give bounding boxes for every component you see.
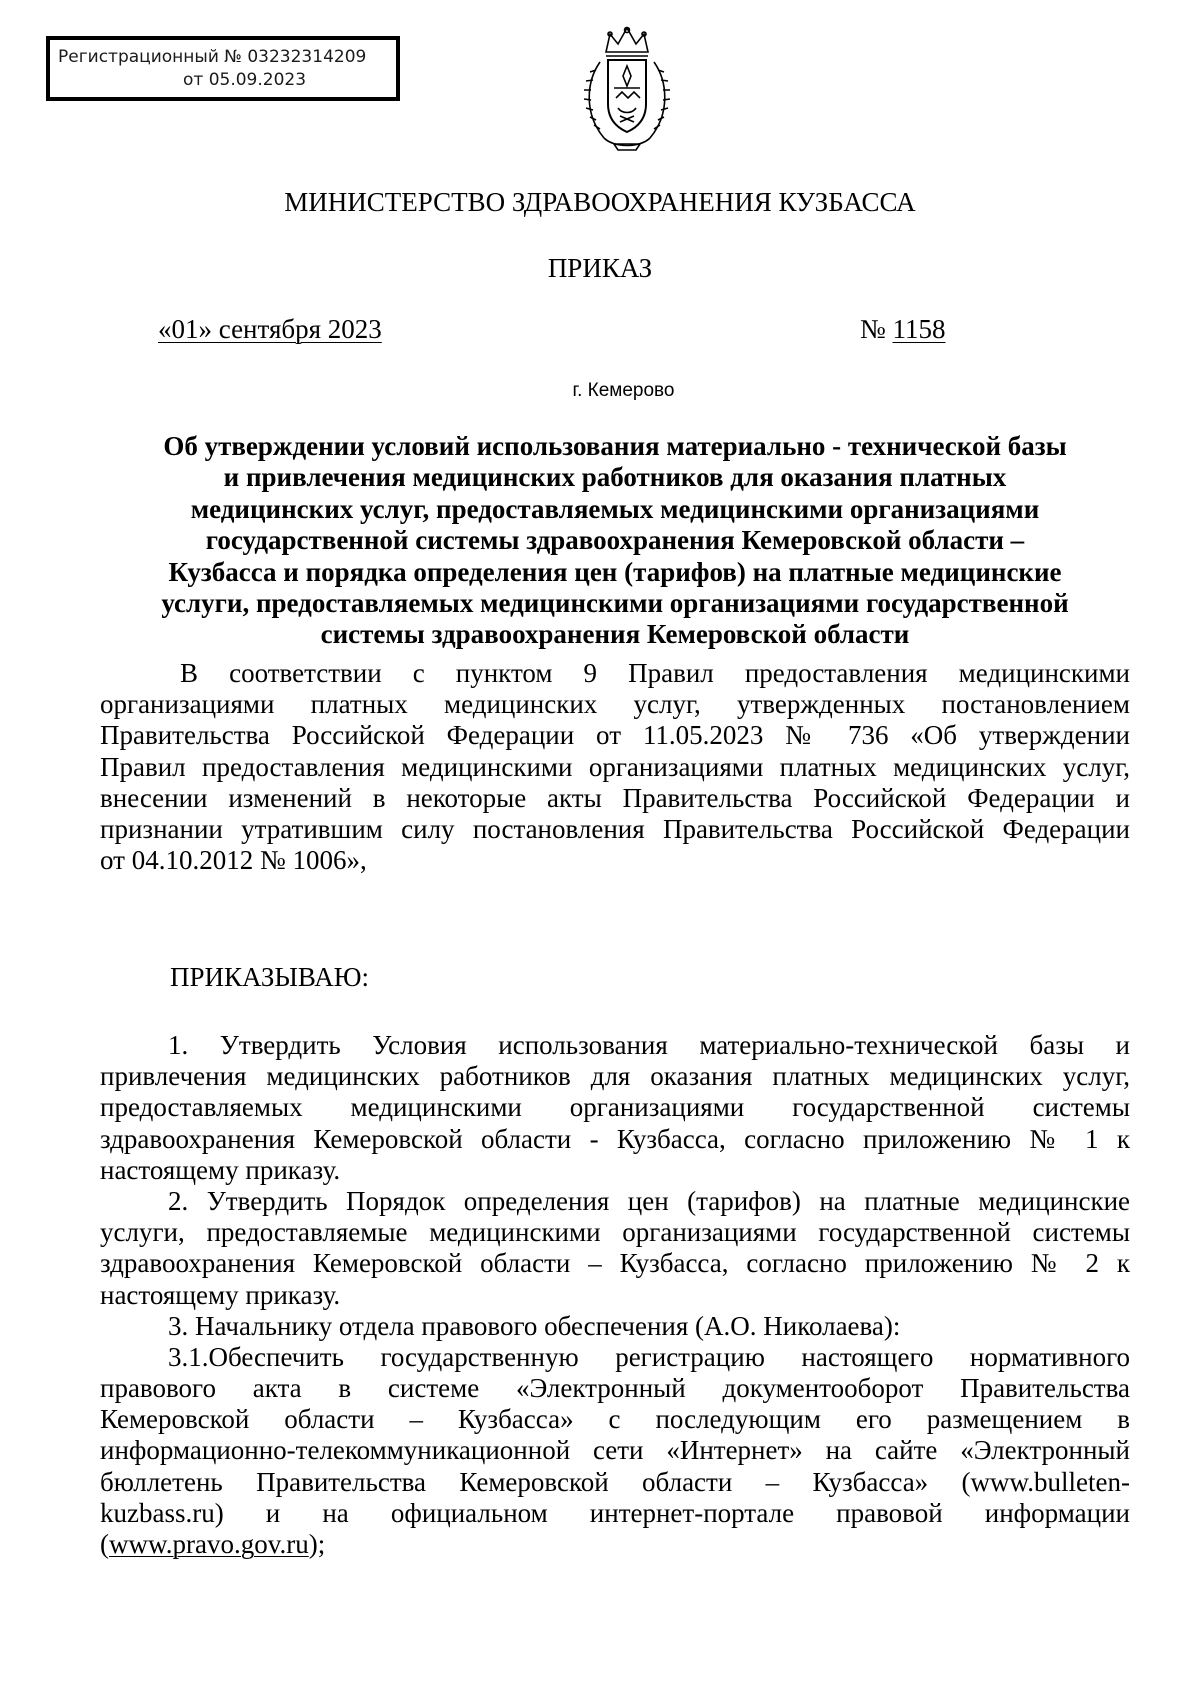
document-type: ПРИКАЗ	[547, 253, 653, 283]
item-3-line: 3. Начальнику отдела правового обеспечения (А.О. Николаева):	[168, 1310, 901, 1341]
title-line: государственной системы здравоохранения Кемеровской области –	[205, 525, 1025, 556]
item-2-line: 2. Утвердить Порядок определения цен (тарифов) на платные медицинские	[168, 1185, 1130, 1216]
title-line: медицинских услуг, предоставляемых медицинскими организациями	[190, 493, 1040, 524]
order-number	[860, 314, 946, 345]
item-3-1-line: правового акта в системе «Электронный документооборот Правительства	[100, 1373, 1130, 1404]
order-items	[100, 1030, 1130, 1560]
preamble-line: организациями платных медицинских услуг, утвержденных постановлением	[100, 689, 1130, 720]
order-number-prefix: №	[860, 314, 893, 344]
title-line: Об утверждении условий использования материально - технической базы	[163, 431, 1067, 461]
preamble-line: В соответствии с пунктом 9 Правил предоставления медицинскими	[180, 658, 1130, 688]
item-3-1-last-line	[100, 1529, 1130, 1560]
item-3-1-line: kuzbass.ru) и на официальном интернет-портале правовой информации	[100, 1497, 1130, 1528]
pravo-link[interactable]: www.pravo.gov.ru	[109, 1529, 309, 1559]
item-2-line: здравоохранения Кемеровской области – Кузбасса, согласно приложению № 2 к	[100, 1248, 1130, 1279]
preamble	[100, 658, 1130, 876]
order-date: «01» сентября 2023	[158, 314, 382, 344]
title-line: системы здравоохранения Кемеровской области	[320, 619, 910, 650]
item-1-line: 1. Утвердить Условия использования материально-технической базы и	[168, 1030, 1130, 1060]
item-1-line: предоставляемых медицинскими организациями государственной системы	[100, 1092, 1130, 1123]
open-paren: (	[100, 1529, 109, 1559]
coat-of-arms-emblem	[570, 22, 684, 154]
ministry-name: МИНИСТЕРСТВО ЗДРАВООХРАНЕНИЯ КУЗБАССА	[284, 187, 916, 217]
registration-number: Регистрационный № 03232314209	[58, 47, 367, 67]
preamble-line: Правительства Российской Федерации от 11.05.2023 № 736 «Об утверждении	[100, 720, 1130, 751]
item-2-line: настоящему приказу.	[100, 1279, 341, 1310]
item-1-line: привлечения медицинских работников для оказания платных медицинских услуг,	[100, 1061, 1130, 1092]
item-1-line: здравоохранения Кемеровской области - Кузбасса, согласно приложению № 1 к	[100, 1123, 1130, 1154]
document-title	[100, 431, 1130, 651]
title-line: Кузбасса и порядка определения цен (тарифов) на платные медицинские	[168, 556, 1062, 587]
preamble-line: от 04.10.2012 № 1006»,	[100, 845, 367, 876]
city: г. Кемерово	[572, 380, 675, 401]
preamble-line: Правил предоставления медицинскими организациями платных медицинских услуг,	[100, 751, 1130, 782]
preamble-line: внесении изменений в некоторые акты Правительства Российской Федерации и	[100, 782, 1130, 813]
item-3-1-line: бюллетень Правительства Кемеровской области – Кузбасса» (www.bulleten-	[100, 1466, 1130, 1497]
close-paren: );	[308, 1529, 326, 1559]
title-line: услуги, предоставляемых медицинскими организациями государственной	[161, 588, 1069, 619]
item-2-line: услуги, предоставляемые медицинскими организациями государственной системы	[100, 1217, 1130, 1248]
title-line: и привлечения медицинских работников для оказания платных	[223, 462, 1007, 493]
item-1-line: настоящему приказу.	[100, 1154, 341, 1185]
registration-date: от 05.09.2023	[183, 70, 307, 90]
registration-stamp	[46, 36, 400, 101]
preamble-line: признании утратившим силу постановления Правительства Российской Федерации	[100, 813, 1130, 844]
item-3-1-line: Кемеровской области – Кузбасса» с последующим его размещением в	[100, 1404, 1130, 1435]
order-number-value: 1158	[892, 314, 946, 344]
item-3-1-line: 3.1.Обеспечить государственную регистрацию настоящего нормативного	[168, 1341, 1130, 1372]
item-3-1-line: информационно-телекоммуникационной сети «Интернет» на сайте «Электронный	[100, 1435, 1130, 1466]
order-directive: ПРИКАЗЫВАЮ:	[170, 962, 369, 992]
